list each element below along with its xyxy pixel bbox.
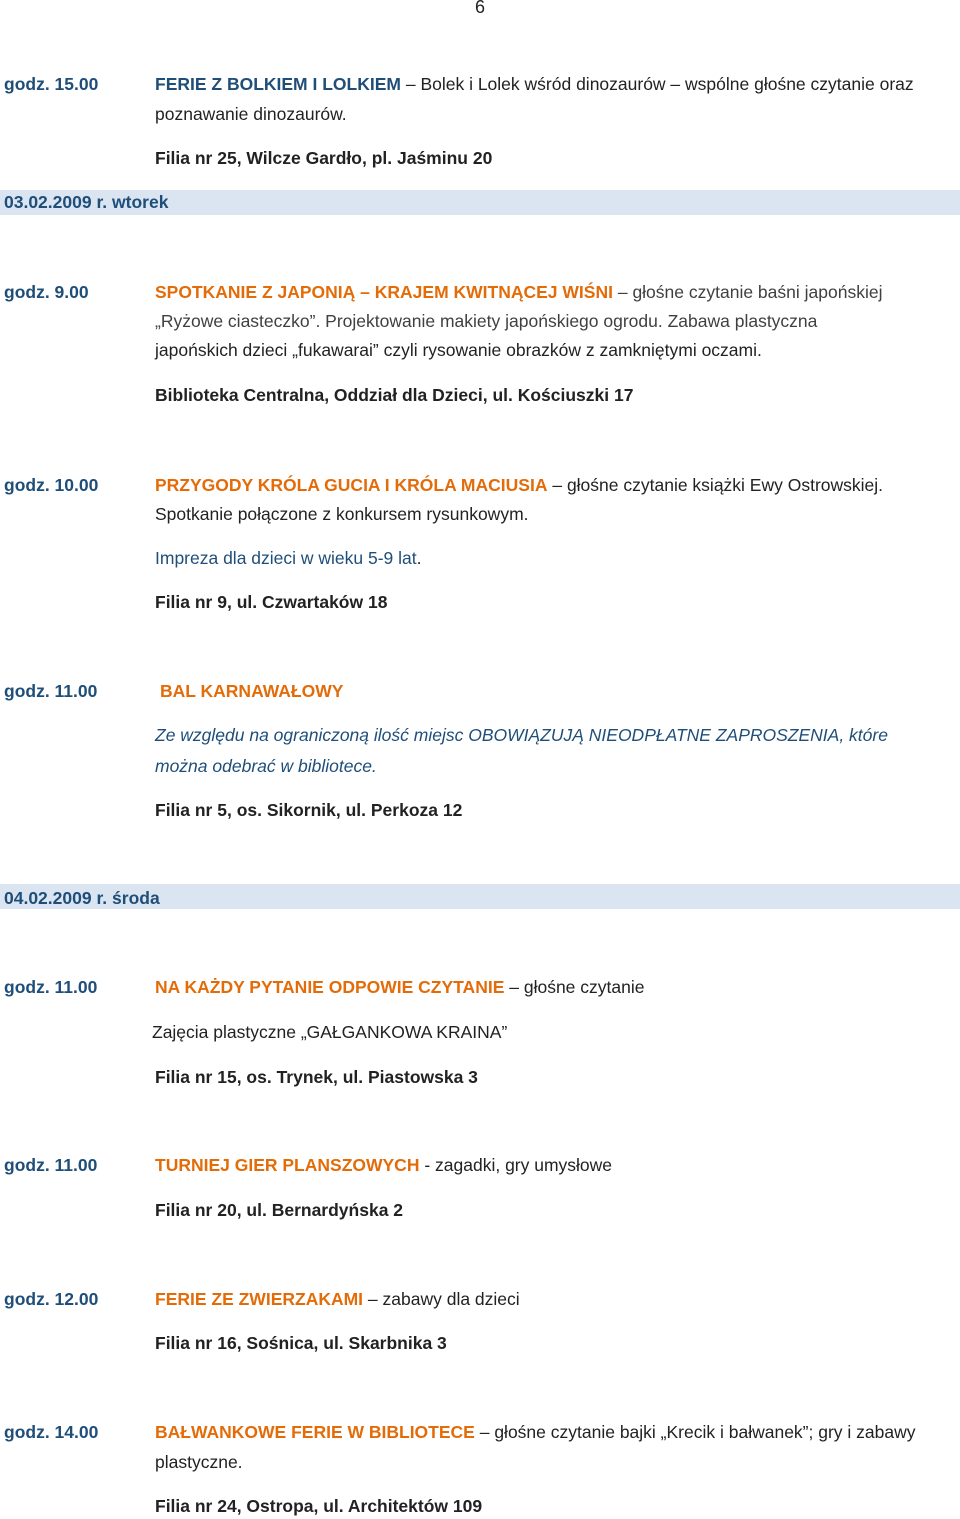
event-description-cont: poznawanie dinozaurów.	[155, 104, 347, 124]
event-location: Filia nr 20, ul. Bernardyńska 2	[155, 1200, 404, 1220]
event-line	[155, 1422, 915, 1443]
event-title: FERIE Z BOLKIEM I LOLKIEM	[155, 74, 401, 94]
event-location: Filia nr 15, os. Trynek, ul. Piastowska 3	[155, 1067, 478, 1087]
event-description-cont: Spotkanie połączone z konkursem rysunkowym.	[155, 504, 529, 524]
event-description: – głośne czytanie baśni japońskiej	[617, 282, 883, 302]
event-line	[155, 1289, 520, 1310]
date-value: 03.02.2009 r.	[4, 192, 113, 212]
page-number: 6	[474, 0, 485, 17]
date-value: 04.02.2009 r.	[4, 888, 113, 908]
event-title: FERIE ZE ZWIERZAKAMI	[155, 1289, 364, 1309]
event-title: BAŁWANKOWE FERIE W BIBLIOTECE	[155, 1422, 475, 1442]
event-note: Ze względu na ograniczoną ilość miejsc OBOWIĄZUJĄ NIEODPŁATNE ZAPROSZENIA, które	[155, 725, 888, 745]
event-description-cont: Zajęcia plastyczne „GAŁGANKOWA KRAINA”	[152, 1022, 508, 1042]
event-time: godz. 11.00	[4, 977, 98, 997]
date-label	[4, 192, 168, 213]
event-time: godz. 14.00	[4, 1422, 99, 1442]
event-age-info: Impreza dla dzieci w wieku 5-9 lat	[155, 548, 417, 568]
event-location: Filia nr 24, Ostropa, ul. Architektów 109	[155, 1496, 483, 1516]
event-line	[155, 1155, 612, 1176]
event-description-cont: „Ryżowe ciasteczko”. Projektowanie makiety japońskiego ogrodu. Zabawa plastyczna	[155, 311, 818, 331]
event-line	[155, 74, 914, 95]
event-location: Filia nr 16, Sośnica, ul. Skarbnika 3	[155, 1333, 447, 1353]
event-line	[155, 282, 882, 303]
event-line	[155, 475, 883, 496]
event-description: – głośne czytanie bajki „Krecik i bałwanek”; gry i zabawy	[479, 1422, 916, 1442]
event-title: TURNIEJ GIER PLANSZOWYCH	[155, 1155, 420, 1175]
event-time: godz. 12.00	[4, 1289, 99, 1309]
weekday: środa	[112, 888, 160, 908]
event-description: – zabawy dla dzieci	[367, 1289, 520, 1309]
event-info-period: .	[416, 548, 422, 568]
event-description-cont: plastyczne.	[155, 1452, 243, 1472]
event-info-line	[155, 548, 422, 569]
event-note-cont: można odebrać w bibliotece.	[155, 756, 377, 776]
event-line	[155, 977, 644, 998]
event-location: Filia nr 9, ul. Czwartaków 18	[155, 592, 388, 612]
weekday: wtorek	[112, 192, 169, 212]
event-time: godz. 10.00	[4, 475, 99, 495]
event-title: PRZYGODY KRÓLA GUCIA I KRÓLA MACIUSIA	[155, 475, 548, 495]
event-time: godz. 11.00	[4, 681, 98, 701]
date-label	[4, 888, 160, 909]
event-description: – głośne czytanie książki Ewy Ostrowskiej.	[552, 475, 884, 495]
event-title: SPOTKANIE Z JAPONIĄ – KRAJEM KWITNĄCEJ WIŚNI	[155, 282, 613, 302]
event-time: godz. 15.00	[4, 74, 99, 94]
event-location: Biblioteka Centralna, Oddział dla Dzieci, ul. Kościuszki 17	[155, 385, 634, 405]
event-time: godz. 9.00	[4, 282, 89, 302]
event-title: NA KAŻDY PYTANIE ODPOWIE CZYTANIE	[155, 977, 505, 997]
event-time: godz. 11.00	[4, 1155, 98, 1175]
event-description-cont: japońskich dzieci „fukawarai” czyli rysowanie obrazków z zamkniętymi oczami.	[155, 340, 762, 360]
event-description: – Bolek i Lolek wśród dinozaurów – wspólne głośne czytanie oraz	[405, 74, 914, 94]
event-description: - zagadki, gry umysłowe	[419, 1155, 613, 1175]
event-location: Filia nr 25, Wilcze Gardło, pl. Jaśminu 20	[155, 148, 493, 168]
event-title: BAL KARNAWAŁOWY	[160, 681, 344, 701]
event-description: – głośne czytanie	[509, 977, 645, 997]
event-location: Filia nr 5, os. Sikornik, ul. Perkoza 12	[155, 800, 463, 820]
